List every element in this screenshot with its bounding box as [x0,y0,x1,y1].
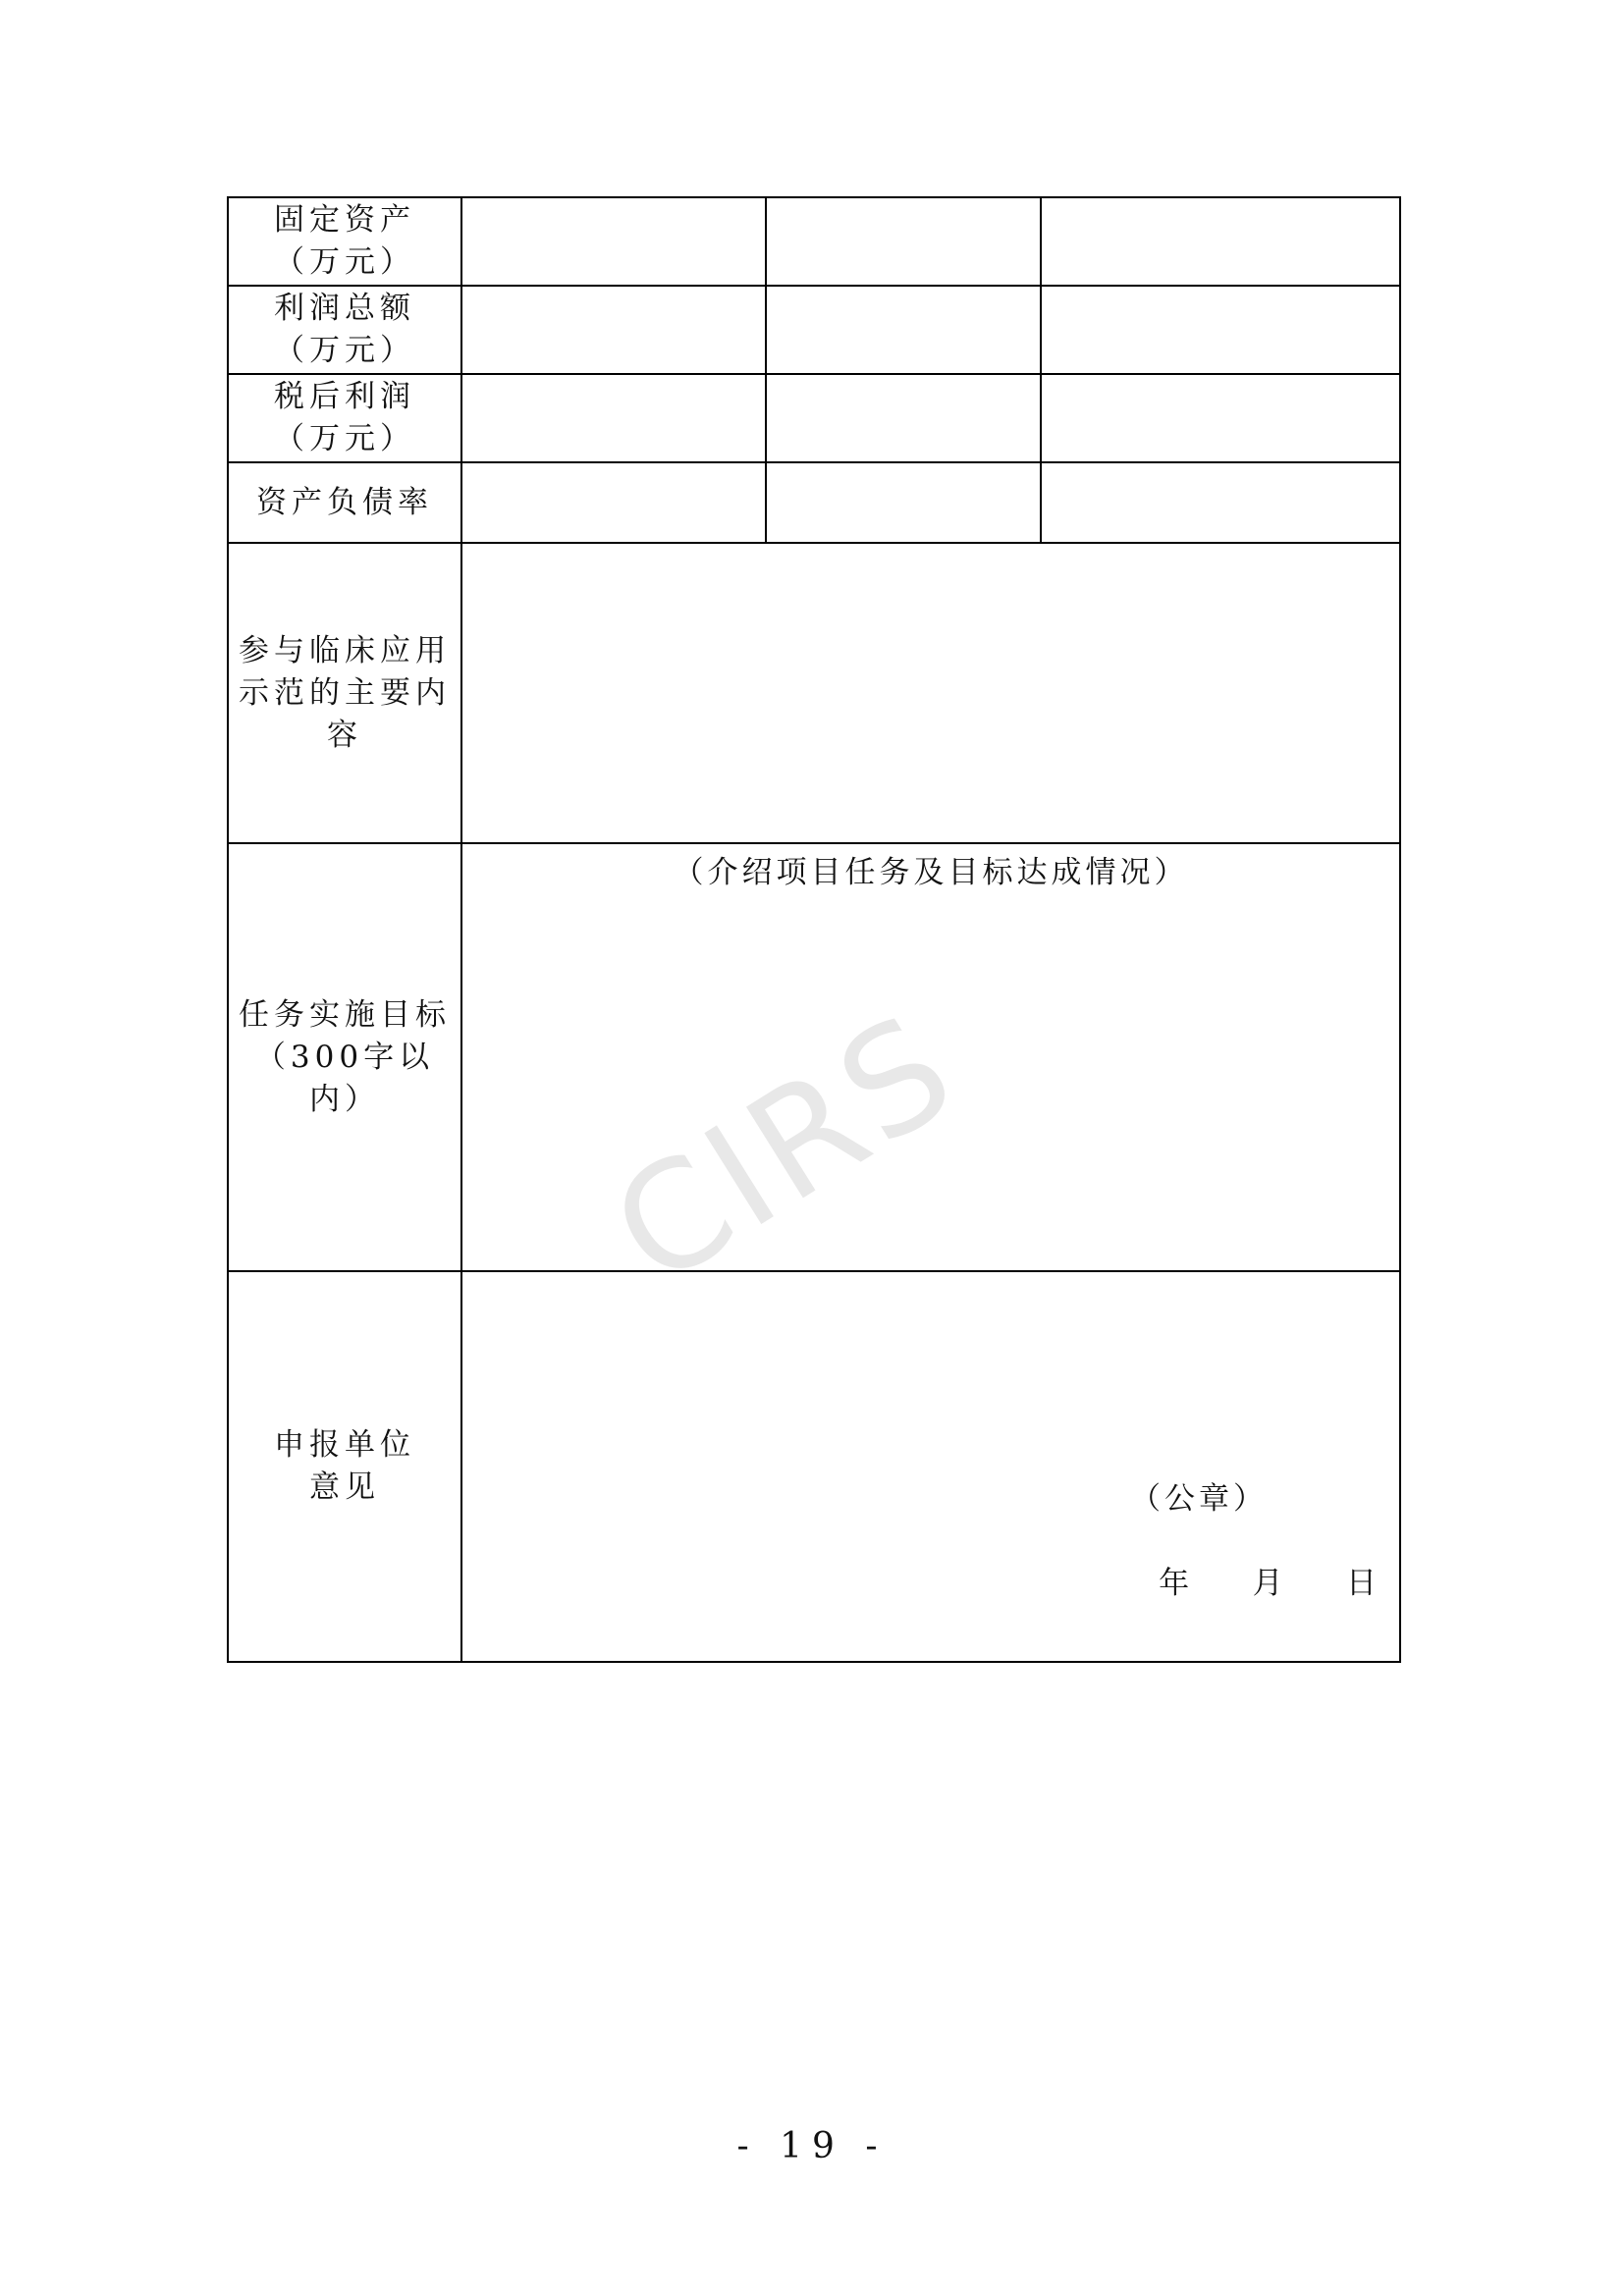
task-goals-cell[interactable] [461,843,1400,1271]
table-row [228,1271,1400,1662]
table-row [228,286,1400,374]
row-label-task-goals: 任务实施目标 （300字以内） [228,843,461,1271]
value-cell[interactable] [1041,197,1400,286]
table-row [228,462,1400,543]
date-line: 年 月 日 [1159,1566,1381,1601]
value-cell[interactable] [766,197,1041,286]
value-cell[interactable] [766,374,1041,462]
value-cell[interactable] [766,462,1041,543]
row-label-debt-ratio: 资产负债率 [228,462,461,543]
unit-opinion-cell[interactable] [461,1271,1400,1662]
task-goals-note: （介绍项目任务及目标达成情况） [673,855,1189,890]
clinical-content-cell[interactable] [461,543,1400,843]
row-label-fixed-assets: 固定资产 （万元） [228,197,461,286]
page-number: - 19 - [736,2126,888,2166]
value-cell[interactable] [766,286,1041,374]
value-cell[interactable] [461,462,766,543]
value-cell[interactable] [1041,462,1400,543]
table-row [228,843,1400,1271]
table-row [228,197,1400,286]
application-form-table [227,196,1401,1663]
official-seal-label: （公章） [1130,1481,1268,1517]
value-cell[interactable] [461,197,766,286]
row-label-after-tax-profit: 税后利润 （万元） [228,374,461,462]
row-label-unit-opinion: 申报单位 意见 [228,1271,461,1662]
table-row [228,374,1400,462]
row-label-total-profit: 利润总额 （万元） [228,286,461,374]
cirs-watermark: CIRS [584,981,986,1319]
value-cell[interactable] [1041,286,1400,374]
value-cell[interactable] [461,286,766,374]
value-cell[interactable] [461,374,766,462]
value-cell[interactable] [1041,374,1400,462]
row-label-clinical-content: 参与临床应用 示范的主要内 容 [228,543,461,843]
table-row [228,543,1400,843]
